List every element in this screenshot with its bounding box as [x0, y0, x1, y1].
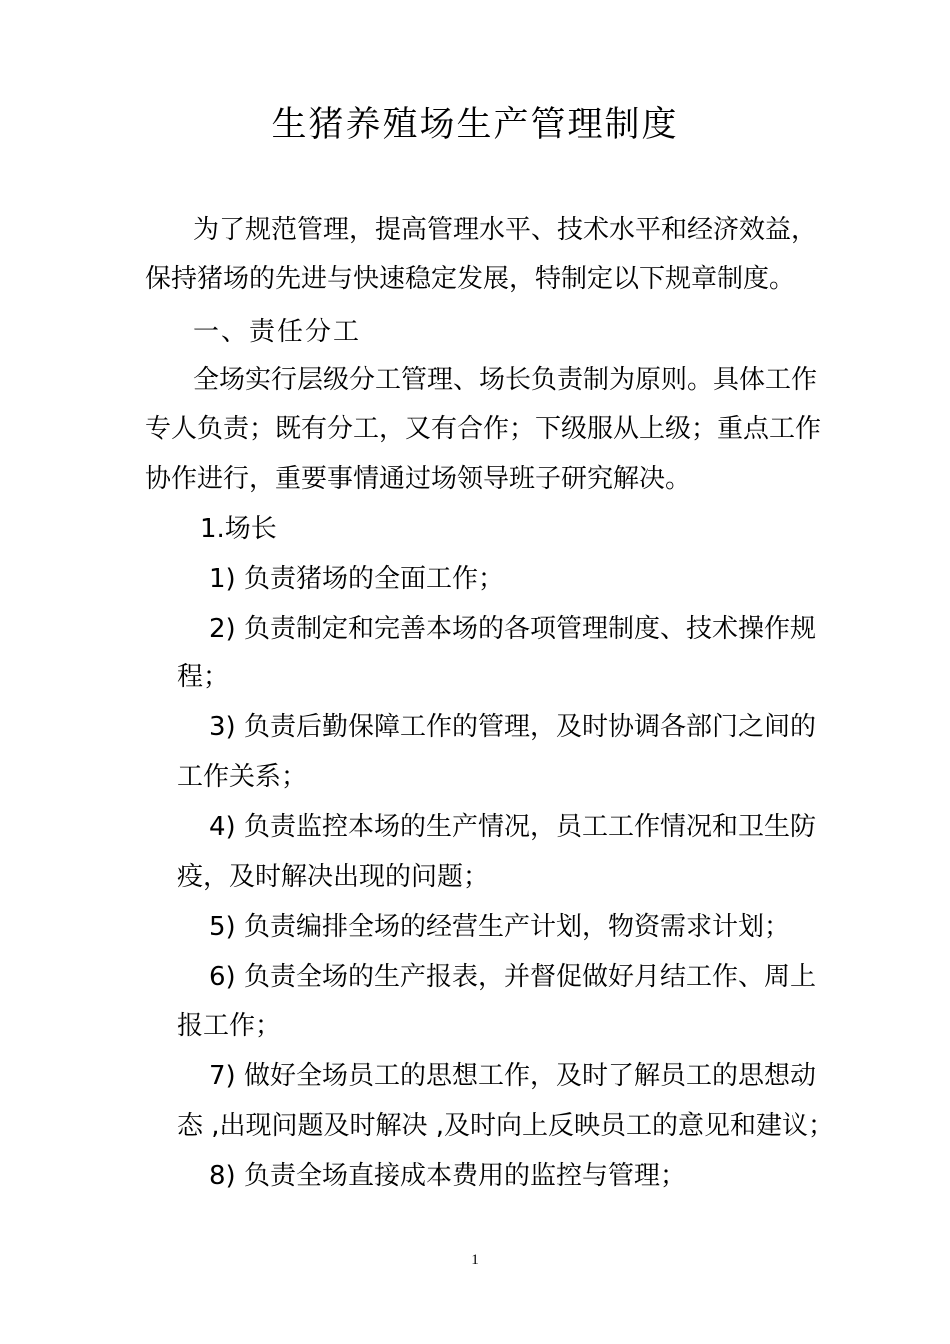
page-number: 1 [471, 1252, 479, 1268]
duty-item: 1) 负责猪场的全面工作； [209, 564, 504, 594]
duty-item: 2) 负责制定和完善本场的各项管理制度、技术操作规 [209, 614, 816, 644]
section-paragraph-line-2: 专人负责；既有分工，又有合作；下级服从上级；重点工作 [145, 414, 822, 444]
duty-item-continuation: 报工作； [177, 1011, 282, 1041]
section-paragraph-line-3: 协作进行，重要事情通过场领导班子研究解决。 [145, 464, 692, 494]
duty-item-continuation: 态 ,出现问题及时解决 ,及时向上反映员工的意见和建议； [177, 1111, 835, 1141]
duty-item: 7) 做好全场员工的思想工作，及时了解员工的思想动 [209, 1061, 816, 1091]
intro-line-1: 为了规范管理，提高管理水平、技术水平和经济效益， [193, 215, 818, 245]
duty-item: 6) 负责全场的生产报表，并督促做好月结工作、周上 [209, 962, 816, 992]
section-paragraph-line-1: 全场实行层级分工管理、场长负责制为原则。具体工作 [193, 365, 818, 395]
duty-item: 5) 负责编排全场的经营生产计划，物资需求计划； [209, 912, 790, 942]
document-title: 生猪养殖场生产管理制度 [271, 105, 679, 145]
duty-item: 3) 负责后勤保障工作的管理，及时协调各部门之间的 [209, 712, 816, 742]
duty-item-continuation: 疫，及时解决出现的问题； [177, 862, 490, 892]
subsection-heading: 1.场长 [200, 514, 277, 544]
intro-line-2: 保持猪场的先进与快速稳定发展，特制定以下规章制度。 [145, 264, 796, 294]
duty-item: 8) 负责全场直接成本费用的监控与管理； [209, 1161, 686, 1191]
section-heading: 一、责任分工 [193, 317, 362, 347]
duty-item: 4) 负责监控本场的生产情况，员工工作情况和卫生防 [209, 812, 816, 842]
duty-item-continuation: 工作关系； [177, 762, 308, 792]
duty-item-continuation: 程； [177, 662, 230, 692]
